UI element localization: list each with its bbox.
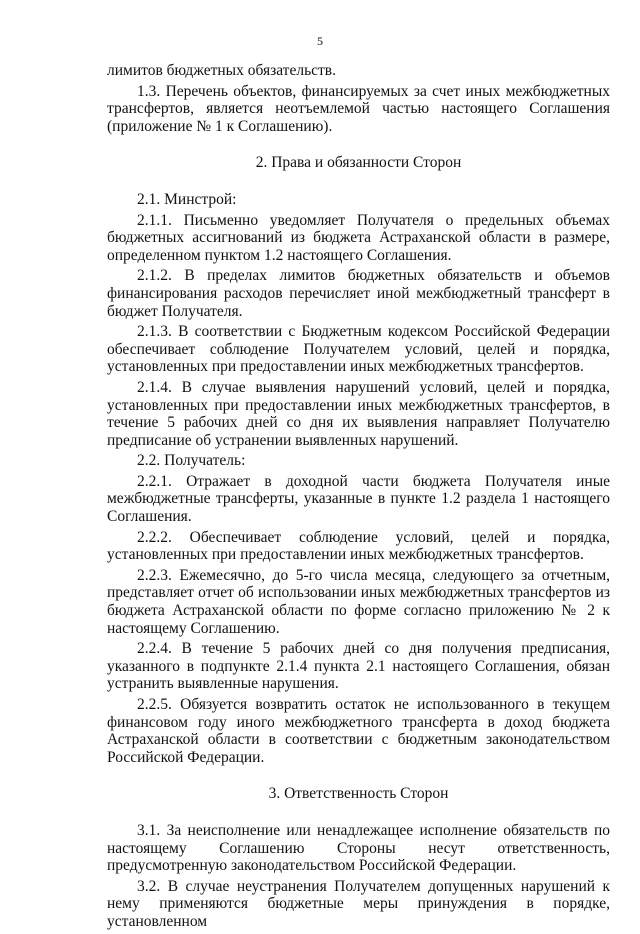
paragraph-2-1-3: 2.1.3. В соответствии с Бюджетным кодексом Российской Федерации обеспечивает соблюдение Получателем условий, целей и порядка, установленных при предоставлении иных межбюджетных трансфертов. bbox=[107, 323, 610, 376]
paragraph-2-2-4: 2.2.4. В течение 5 рабочих дней со дня получения предписания, указанного в подпункте 2.1.4 пункта 2.1 настоящего Соглашения, обязан устранить выявленные нарушения. bbox=[107, 640, 610, 693]
page-number: 5 bbox=[317, 34, 323, 48]
paragraph-2-2: 2.2. Получатель: bbox=[137, 452, 246, 470]
paragraph-2-2-1: 2.2.1. Отражает в доходной части бюджета Получателя иные межбюджетные трансферты, указанные в пункте 1.2 раздела 1 настоящего Соглашения. bbox=[107, 472, 610, 526]
section-heading-2: 2. Права и обязанности Сторон bbox=[255, 154, 462, 172]
paragraph-continuation: лимитов бюджетных обязательств. bbox=[107, 62, 336, 79]
paragraph-1-3: 1.3. Перечень объектов, финансируемых за счет иных межбюджетных трансфертов, является неотъемлемой частью настоящего Соглашения (приложение № 1 к Соглашению). bbox=[107, 82, 610, 135]
paragraph-2-2-2: 2.2.2. Обеспечивает соблюдение условий, целей и порядка, установленных при предоставлении иных межбюджетных трансфертов. bbox=[107, 528, 610, 564]
section-heading-3: 3. Ответственность Сторон bbox=[268, 785, 449, 803]
paragraph-2-1-4: 2.1.4. В случае выявления нарушений условий, целей и порядка, установленных при предоставлении иных межбюджетных трансфертов, в течение 5 рабочих дней со дня их выявления направляет Получателю предписание об устранении выявленных нарушений. bbox=[107, 378, 610, 449]
paragraph-3-2: 3.2. В случае неустранения Получателем допущенных нарушений к нему применяются бюджетные меры принуждения в порядке, установленном bbox=[107, 877, 610, 930]
paragraph-2-1-1: 2.1.1. Письменно уведомляет Получателя о предельных объемах бюджетных ассигнований из бюджета Астраханской области в размере, определенном пунктом 1.2 настоящего Соглашения. bbox=[107, 211, 610, 264]
paragraph-2-2-5: 2.2.5. Обязуется возвратить остаток не использованного в текущем финансовом году иного межбюджетного трансферта в доход бюджета Астраханской области в соответствии с бюджетным законодательством Российской Федерации. bbox=[107, 696, 610, 766]
paragraph-2-1-2: 2.1.2. В пределах лимитов бюджетных обязательств и объемов финансирования расходов перечисляет иной межбюджетный трансферт в бюджет Получателя. bbox=[107, 267, 610, 320]
paragraph-2-1: 2.1. Минстрой: bbox=[137, 190, 237, 208]
document-body bbox=[107, 62, 610, 934]
paragraph-3-1: 3.1. За неисполнение или ненадлежащее исполнение обязательств по настоящему Соглашению Стороны несут ответственность, предусмотренную законодательством Российской Федерации. bbox=[107, 821, 610, 875]
paragraph-2-2-3: 2.2.3. Ежемесячно, до 5-го числа месяца, следующего за отчетным, представляет отчет об использовании иных межбюджетных трансфертов из бюджета Астраханской области по форме согласно приложению № 2 к настоящему Соглашению. bbox=[107, 566, 610, 637]
